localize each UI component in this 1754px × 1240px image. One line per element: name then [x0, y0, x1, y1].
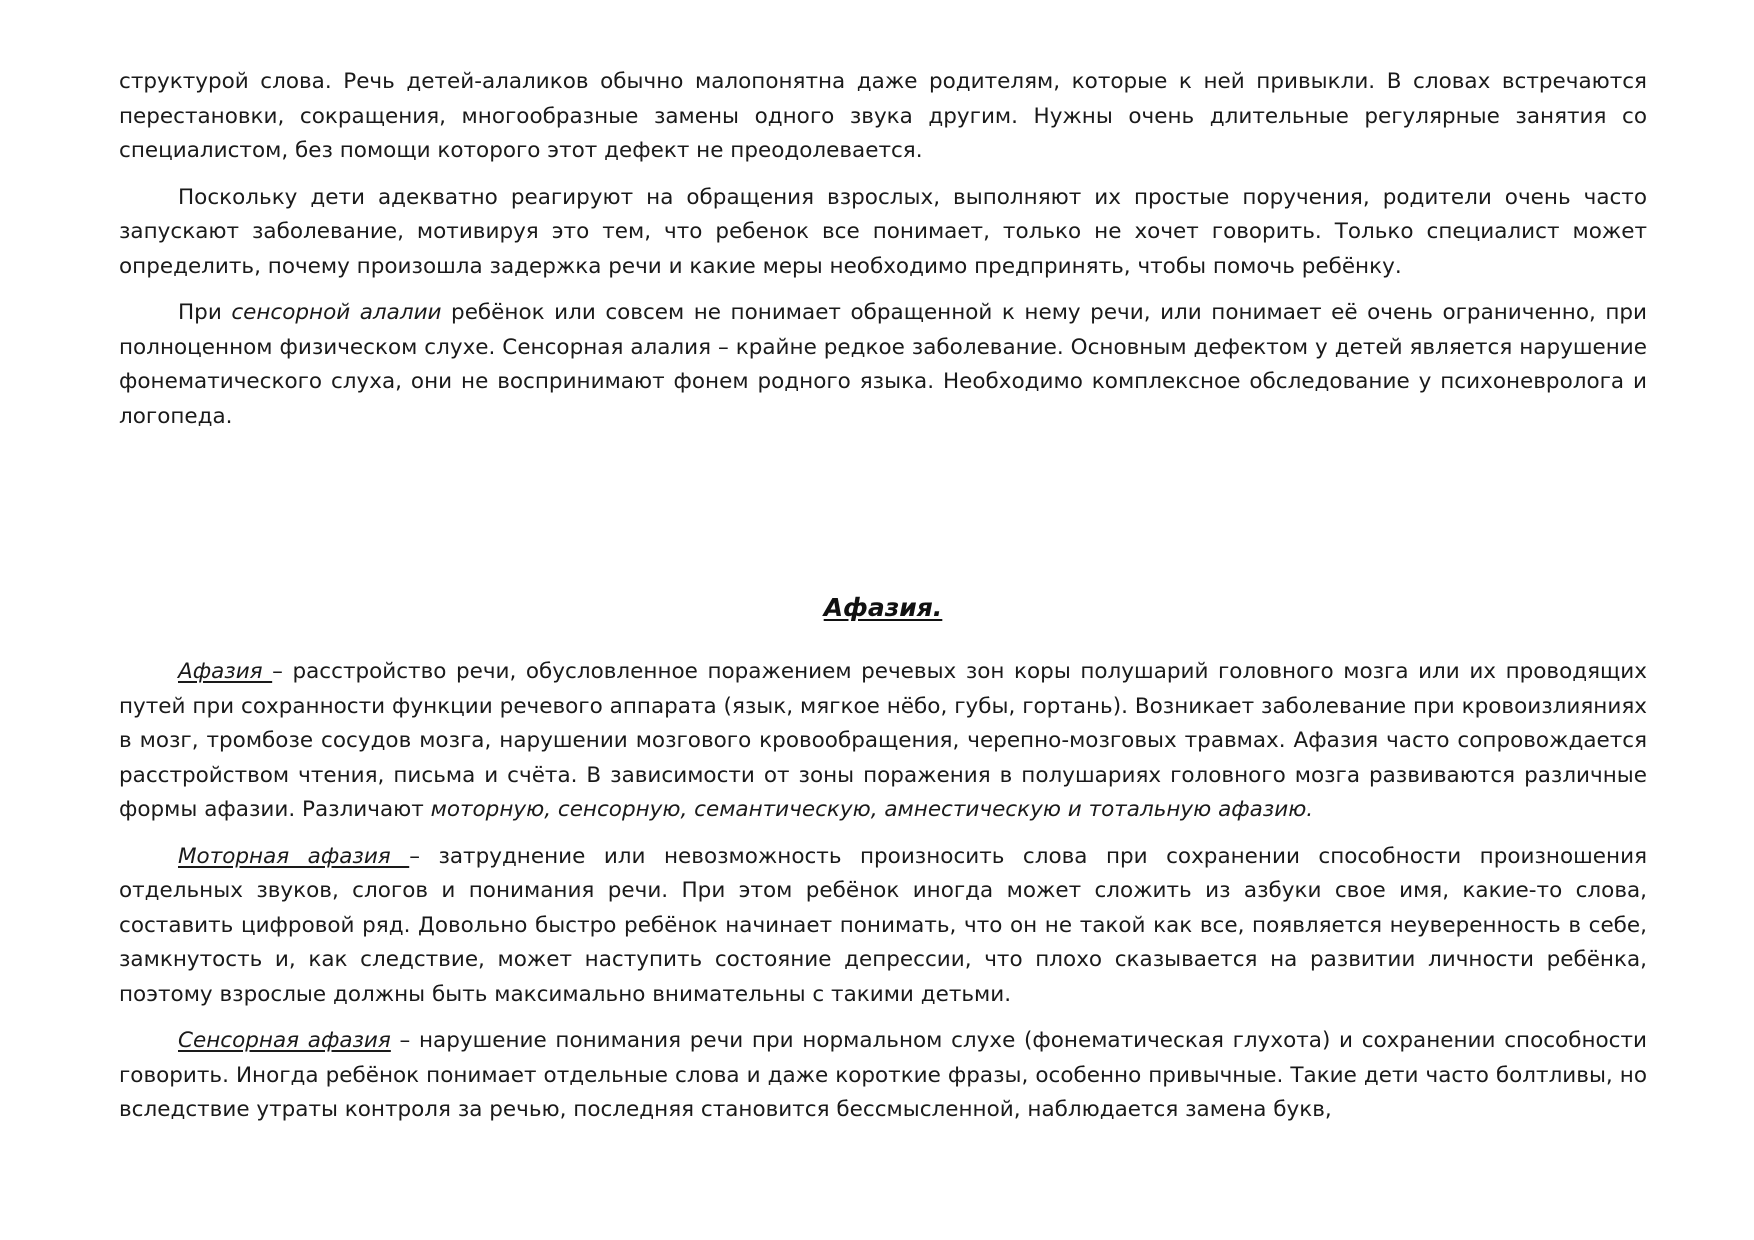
paragraph-alalia-speech	[119, 65, 1647, 169]
paragraph-sensory-alalia	[119, 296, 1647, 434]
term-motor-aphasia: Моторная афазия	[178, 843, 410, 869]
paragraph-aphasia-definition	[119, 655, 1647, 828]
paragraph-text: – затруднение или невозможность произносить слова при сохранении способности произношения отдельных звуков, слогов и понимания речи. При этом ребёнок иногда может сложить из азбуки свое имя, какие-то слова, составить цифровой ряд. Довольно быстро ребёнок начинает понимать, что он не такой как все, появляется неуверенность в себе, замкнутость и, как следствие, может наступить состояние депрессии, что плохо сказывается на развитии личности ребёнка, поэтому взрослые должны быть максимально внимательны с такими детьми.	[119, 843, 1647, 1007]
paragraph-parents	[119, 181, 1647, 285]
paragraph-text: ребёнок или совсем не понимает обращенной к нему речи, или понимает её очень ограниченно, при полноценном физическом слухе. Сенсорная алалия – крайне редкое заболевание. Основным дефектом у детей является нарушение фонематического слуха, они не воспринимают фонем родного языка. Необходимо комплексное обследование у психоневролога и логопеда.	[119, 300, 1647, 429]
paragraph-prefix: При	[178, 300, 232, 325]
paragraph-text: – нарушение понимания речи при нормальном слухе (фонематическая глухота) и сохранении способности говорить. Иногда ребёнок понимает отдельные слова и даже короткие фразы, особенно привычные. Такие дети часто болтливы, но вследствие утраты контроля за речью, последняя становится бессмысленной, наблюдается замена букв,	[119, 1028, 1647, 1122]
term-sensory-aphasia: Сенсорная афазия	[178, 1028, 391, 1053]
paragraph-text: – расстройство речи, обусловленное поражением речевых зон коры полушарий головного мозга или их проводящих путей при сохранности функции речевого аппарата (язык, мягкое нёбо, губы, гортань). Возникает заболевание при кровоизлияниях в мозг, тромбозе сосудов мозга, нарушении мозгового кровообращения, черепно-мозговых травмах. Афазия часто сопровождается расстройством чтения, письма и счёта. В зависимости от зоны поражения в полушариях головного мозга развиваются различные формы афазии. Различают	[119, 659, 1647, 822]
section-alalia	[119, 65, 1647, 434]
paragraph-motor-aphasia	[119, 840, 1647, 1013]
section-aphasia	[119, 655, 1647, 1128]
heading-aphasia: Афазия.	[823, 593, 943, 622]
paragraph-sensory-aphasia	[119, 1024, 1647, 1128]
paragraph-text: Поскольку дети адекватно реагируют на обращения взрослых, выполняют их простые поручения, родители очень часто запускают заболевание, мотивируя это тем, что ребенок все понимает, только не хочет говорить. Только специалист может определить, почему произошла задержка речи и какие меры необходимо предпринять, чтобы помочь ребёнку.	[119, 184, 1647, 279]
paragraph-text: структурой слова. Речь детей-алаликов обычно малопонятна даже родителям, которые к ней привыкли. В словах встречаются перестановки, сокращения, многообразные замены одного звука другим. Нужны очень длительные регулярные занятия со специалистом, без помощи которого этот дефект не преодолевается.	[119, 69, 1647, 163]
aphasia-forms: моторную, сенсорную, семантическую, амнестическую и тотальную афазию.	[430, 797, 1314, 822]
term-aphasia: Афазия	[178, 659, 273, 684]
term-sensory-alalia: сенсорной алалии	[231, 300, 442, 325]
